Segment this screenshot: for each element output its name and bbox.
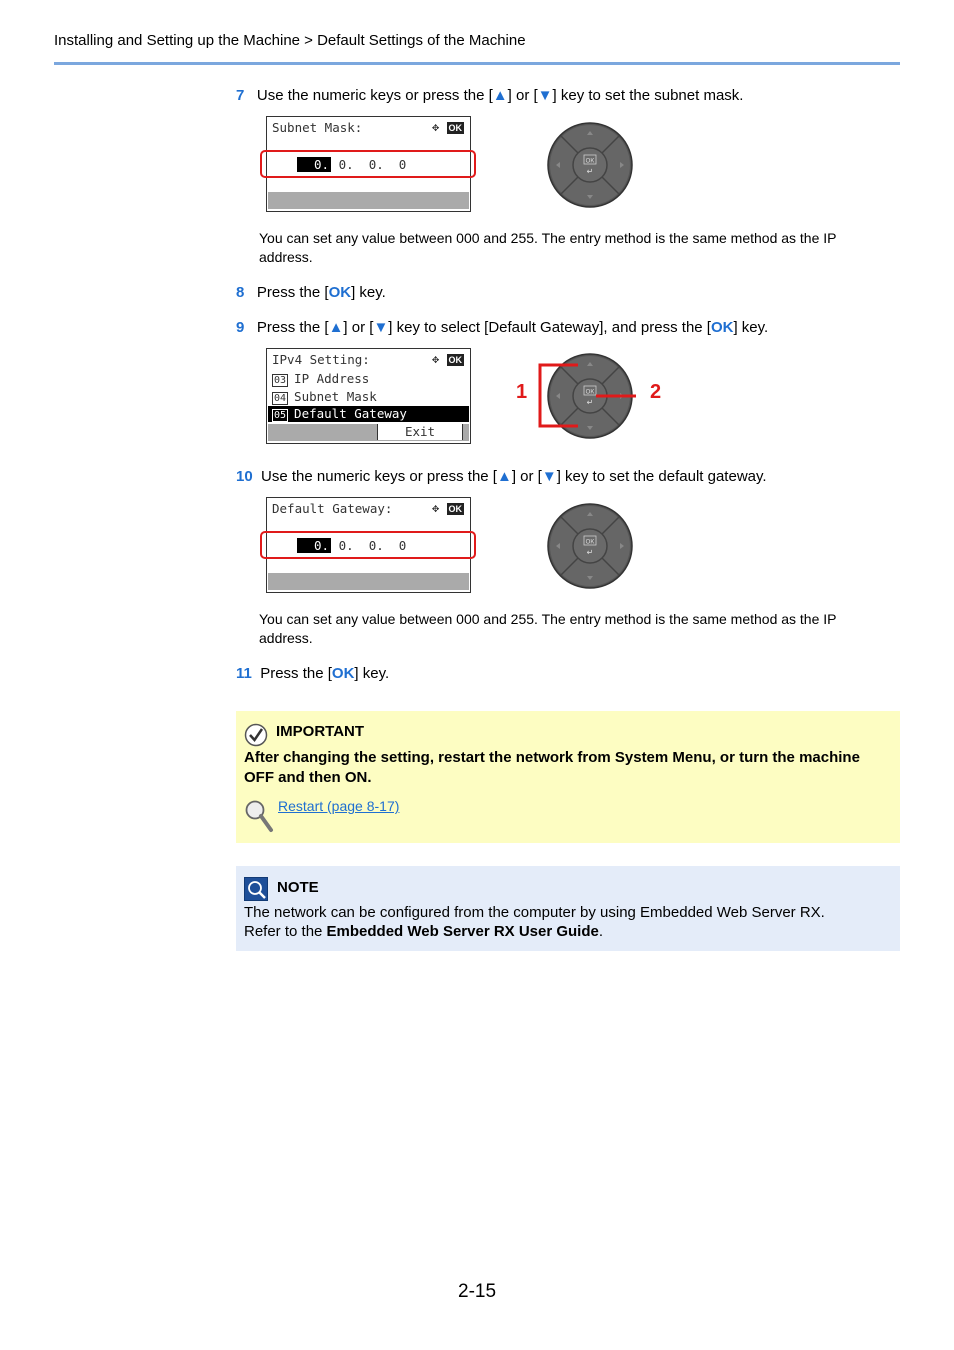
keypad-icon [546, 121, 634, 209]
callout-label-2: 2 [650, 381, 662, 403]
down-arrow-icon: ▼ [541, 468, 557, 485]
svg-text:OK: OK [585, 158, 595, 165]
ok-badge-icon: OK [448, 355, 462, 365]
up-arrow-icon: ▲ [496, 468, 512, 485]
note-icon [244, 877, 268, 901]
important-box [236, 711, 900, 843]
page-number: 2-15 [458, 1281, 497, 1302]
lcd-value: 0. 0. 0. 0 [297, 538, 406, 553]
step-7-note: You can set any value between 000 and 255. The entry method is the same method as the IP address. [259, 230, 837, 265]
step-number: 7 [236, 87, 245, 104]
down-arrow-icon: ▼ [537, 87, 553, 104]
lcd-nav-icons [432, 352, 464, 366]
ok-key-label: OK [710, 319, 734, 336]
lcd-menu-item: 04 Subnet Mask [274, 389, 377, 404]
lcd-exit-softkey: Exit [377, 424, 463, 440]
up-arrow-icon: ▲ [328, 319, 344, 336]
highlight-box [260, 150, 476, 178]
lcd-cursor-field: 0. [297, 157, 331, 172]
ok-key-label: OK [328, 284, 352, 301]
keypad-icon [546, 502, 634, 590]
note-title: NOTE [277, 879, 319, 896]
lcd-menu-item: 03 IP Address [274, 371, 370, 386]
note-line-2: Refer to the Embedded Web Server RX User Guide. [244, 923, 604, 940]
highlight-box [260, 531, 476, 559]
lcd-menu-item-selected: 05 Default Gateway [268, 406, 469, 422]
ok-badge-icon: OK [448, 504, 462, 514]
lcd-cursor-field: 0. [297, 538, 331, 553]
restart-page-link[interactable]: Restart (page 8-17) [278, 798, 400, 814]
step-11: 11 Press the [OK] key. [236, 665, 390, 682]
move-cross-icon: ✥ [432, 352, 440, 366]
lcd-nav-icons [432, 501, 464, 515]
move-cross-icon: ✥ [432, 120, 440, 134]
step-10-note: You can set any value between 000 and 255. The entry method is the same method as the IP address. [259, 611, 837, 646]
ok-badge-icon: OK [448, 123, 462, 133]
important-title: IMPORTANT [276, 723, 365, 740]
important-body: After changing the setting, restart the network from System Menu, or turn the machine OFF and then ON. [244, 749, 860, 786]
lcd-value: 0. 0. 0. 0 [297, 157, 406, 172]
down-arrow-icon: ▼ [373, 319, 389, 336]
lcd-softkey-bar [268, 573, 469, 590]
note-line-1: The network can be configured from the computer by using Embedded Web Server RX. [244, 904, 825, 921]
lcd-nav-icons [432, 120, 464, 134]
svg-text:OK: OK [585, 389, 595, 396]
step-10: 10 Use the numeric keys or press the [▲] or [▼] key to set the default gateway. [236, 468, 767, 485]
step-8: 8 Press the [OK] key. [236, 284, 386, 301]
checkmark-icon [244, 723, 268, 747]
lcd-title: Default Gateway: [272, 501, 393, 516]
magnifier-icon [244, 799, 274, 833]
lcd-title: IPv4 Setting: [272, 352, 370, 367]
lcd-softkey-bar [268, 192, 469, 209]
step-9: 9 Press the [▲] or [▼] key to select [Default Gateway], and press the [OK] key. [236, 319, 769, 336]
svg-text:OK: OK [585, 539, 595, 546]
step-7: 7 Use the numeric keys or press the [▲] or [▼] key to set the subnet mask. [236, 87, 744, 104]
move-cross-icon: ✥ [432, 501, 440, 515]
ok-key-label: OK [331, 665, 355, 682]
svg-text:↵: ↵ [586, 167, 594, 176]
lcd-title: Subnet Mask: [272, 120, 363, 135]
note-box [236, 866, 900, 951]
up-arrow-icon: ▲ [492, 87, 508, 104]
header-rule [54, 62, 900, 65]
lcd-ipv4-setting [266, 348, 471, 444]
svg-text:↵: ↵ [586, 398, 594, 407]
svg-text:↵: ↵ [586, 548, 594, 557]
keypad-callout-icon [536, 352, 636, 442]
callout-label-1: 1 [516, 381, 528, 403]
breadcrumb: Installing and Setting up the Machine > Default Settings of the Machine [54, 32, 526, 49]
